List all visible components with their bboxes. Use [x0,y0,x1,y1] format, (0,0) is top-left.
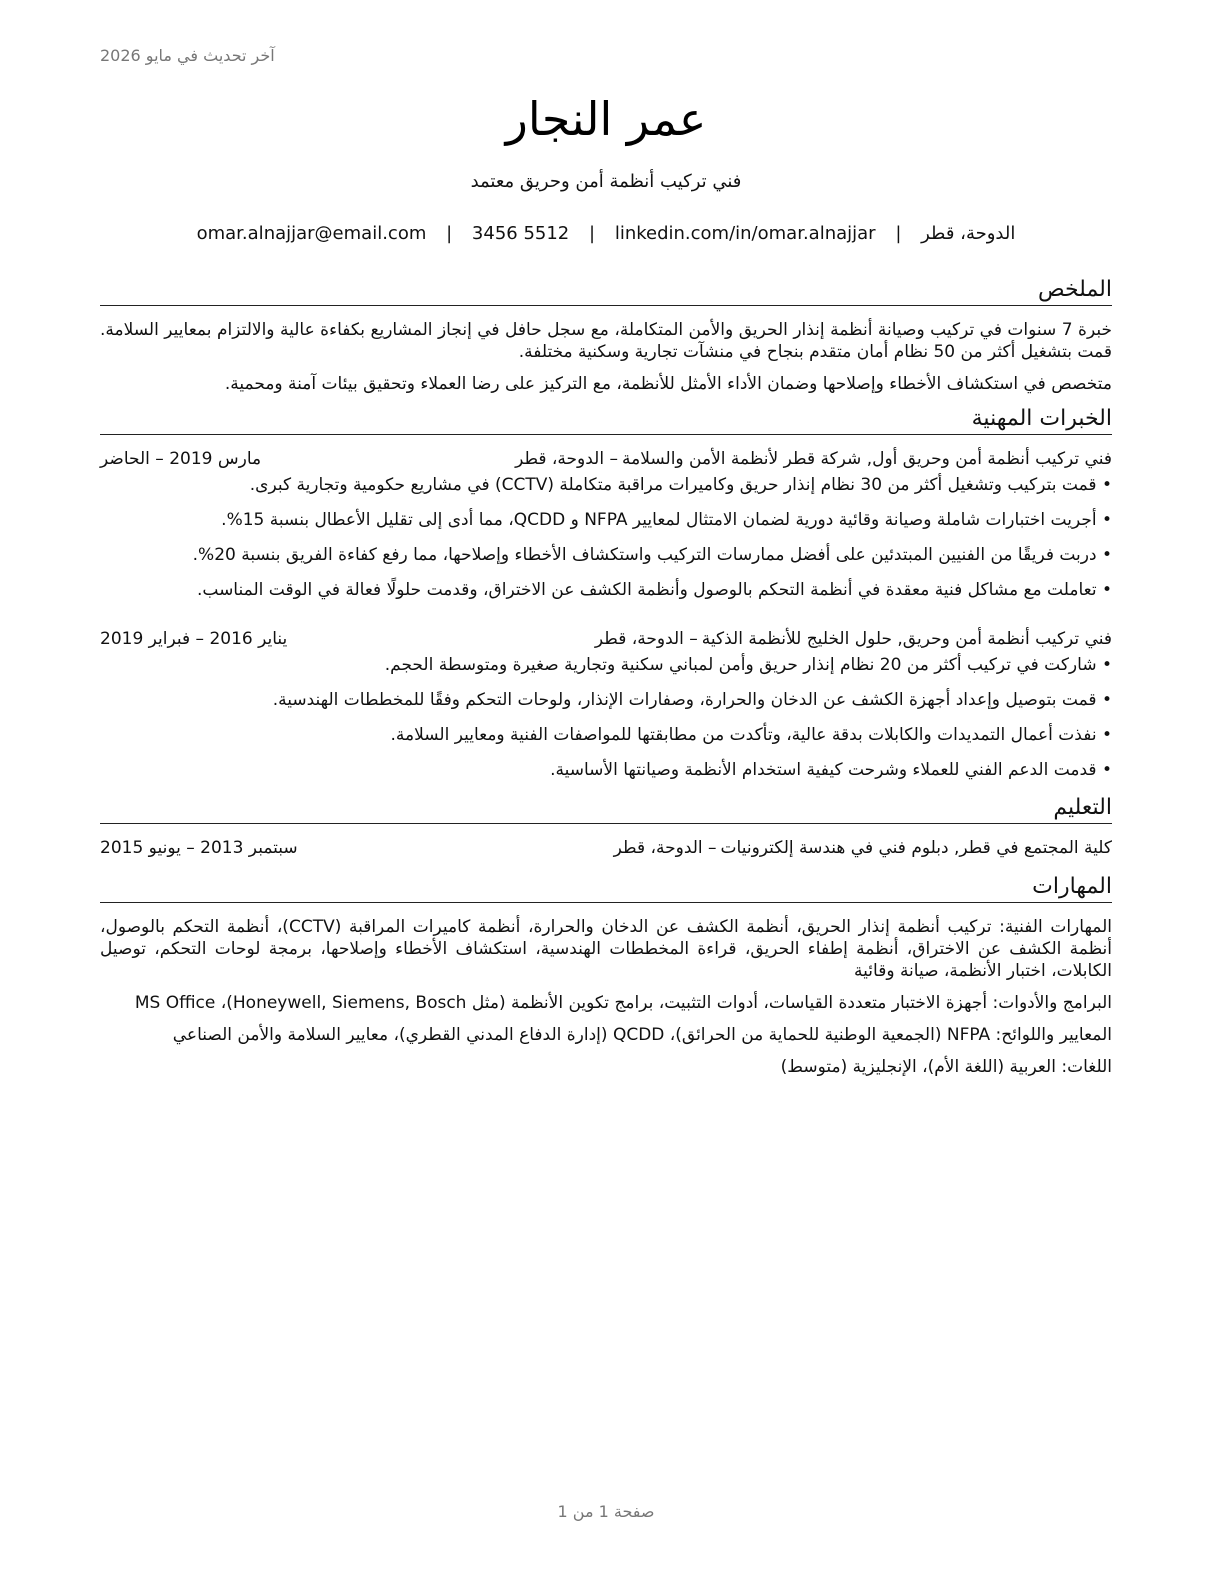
summary-paragraph: متخصص في استكشاف الأخطاء وإصلاحها وضمان الأداء الأمثل للأنظمة، مع التركيز على رضا العملاء وتحقيق بيئات آمنة ومحمية. [224,374,1112,394]
list-item: • قدمت الدعم الفني للعملاء وشرحت كيفية استخدام الأنظمة وصيانتها الأساسية. [100,759,1112,781]
job-bullets [100,654,1112,781]
education-school: كلية المجتمع في قطر, دبلوم فني في هندسة إلكترونيات [720,838,1112,858]
list-item: • قمت بتوصيل وإعداد أجهزة الكشف عن الدخان والحرارة، وصفارات الإنذار، ولوحات التحكم وفقًا للمخططات الهندسية. [100,689,1112,711]
summary-section [100,276,1112,395]
skills-section [100,873,1112,1078]
skills-item: المعايير واللوائح: NFPA (الجمعية الوطنية للحماية من الحرائق)، QCDD (إدارة الدفاع المدني القطري)، معايير السلامة والأمن الصناعي [172,1025,1112,1045]
last-updated-note: آخر تحديث في مايو 2026 [100,46,275,65]
job-header [100,448,1112,470]
job-dates: يناير 2016 – فبراير 2019 [100,629,288,649]
skills-item: اللغات: العربية (اللغة الأم)، الإنجليزية (متوسط) [780,1057,1112,1077]
skills-item: البرامج والأدوات: أجهزة الاختبار متعددة القياسات، أدوات التثبيت، برامج تكوين الأنظمة (مثل Honeywell, Siemens, Bosch)، MS Office [134,993,1112,1013]
candidate-name: عمر النجار [505,92,707,146]
contact-phone: 3456 5512 [471,223,570,244]
spacer [100,614,1112,628]
education-heading: التعليم [100,794,1112,824]
experience-section [100,405,1112,781]
skills-heading: المهارات [100,873,1112,903]
contact-separator: | [589,223,596,244]
resume-page [100,0,1112,1584]
job-entry [100,448,1112,601]
skills-item: المهارات الفنية: تركيب أنظمة إنذار الحريق، أنظمة الكشف عن الدخان والحرارة، أنظمة كاميرات المراقبة (CCTV)، أنظمة التحكم بالوصول، أنظمة الكشف عن الاختراق، أنظمة إطفاء الحريق، قراءة المخططات الهندسية، استكشاف الأخطاء وإصلاحها، برمجة لوحات التحكم، توصيل الكابلات، اختبار الأنظمة، صيانة وقائية [100,917,1113,981]
job-location: – الدوحة، قطر [594,629,698,649]
education-section [100,794,1112,859]
experience-heading: الخبرات المهنية [100,405,1112,435]
contact-linkedin[interactable]: linkedin.com/in/omar.alnajjar [614,223,876,244]
summary-paragraph: خبرة 7 سنوات في تركيب وصيانة أنظمة إنذار الحريق والأمن المتكاملة، مع سجل حافل في إنجاز المشاريع بكفاءة عالية والالتزام بمعايير السلامة. قمت بتشغيل أكثر من 50 نظام أمان متقدم بنجاح في منشآت تجارية وسكنية مختلفة. [100,320,1112,362]
contact-separator: | [446,223,453,244]
contact-location: الدوحة، قطر [921,223,1016,244]
contact-email[interactable]: omar.alnajjar@email.com [196,223,427,244]
job-dates: مارس 2019 – الحاضر [100,449,262,469]
page-number: صفحة 1 من 1 [557,1502,655,1521]
job-location: – الدوحة، قطر [515,449,618,469]
list-item: • دربت فريقًا من الفنيين المبتدئين على أفضل ممارسات التركيب واستكشاف الأخطاء وإصلاحها، مما رفع كفاءة الفريق بنسبة 20%. [100,544,1112,566]
contact-separator: | [895,223,902,244]
contact-line [100,223,1112,244]
job-entry [100,628,1112,781]
summary-heading: الملخص [100,276,1112,306]
job-role: فني تركيب أنظمة أمن وحريق أول, شركة قطر لأنظمة الأمن والسلامة [621,449,1112,469]
list-item: • نفذت أعمال التمديدات والكابلات بدقة عالية، وتأكدت من مطابقتها للمواصفات الفنية ومعايير السلامة. [100,724,1112,746]
education-dates: سبتمبر 2013 – يونيو 2015 [100,838,298,858]
education-entry [100,837,1112,859]
job-bullets [100,474,1112,601]
list-item: • أجريت اختبارات شاملة وصيانة وقائية دورية لضمان الامتثال لمعايير NFPA و QCDD، مما أدى إلى تقليل الأعطال بنسبة 15%. [100,509,1112,531]
resume-body [100,276,1112,1088]
job-role: فني تركيب أنظمة أمن وحريق, حلول الخليج للأنظمة الذكية [701,629,1112,649]
list-item: • قمت بتركيب وتشغيل أكثر من 30 نظام إنذار حريق وكاميرات مراقبة متكاملة (CCTV) في مشاريع حكومية وتجارية كبرى. [100,474,1112,496]
job-headline: فني تركيب أنظمة أمن وحريق معتمد [470,171,742,192]
list-item: • تعاملت مع مشاكل فنية معقدة في أنظمة التحكم بالوصول وأنظمة الكشف عن الاختراق، وقدمت حلولًا فعالة في الوقت المناسب. [100,579,1112,601]
list-item: • شاركت في تركيب أكثر من 20 نظام إنذار حريق وأمن لمباني سكنية وتجارية صغيرة ومتوسطة الحجم. [100,654,1112,676]
education-location: – الدوحة، قطر [613,838,717,858]
job-header [100,628,1112,650]
